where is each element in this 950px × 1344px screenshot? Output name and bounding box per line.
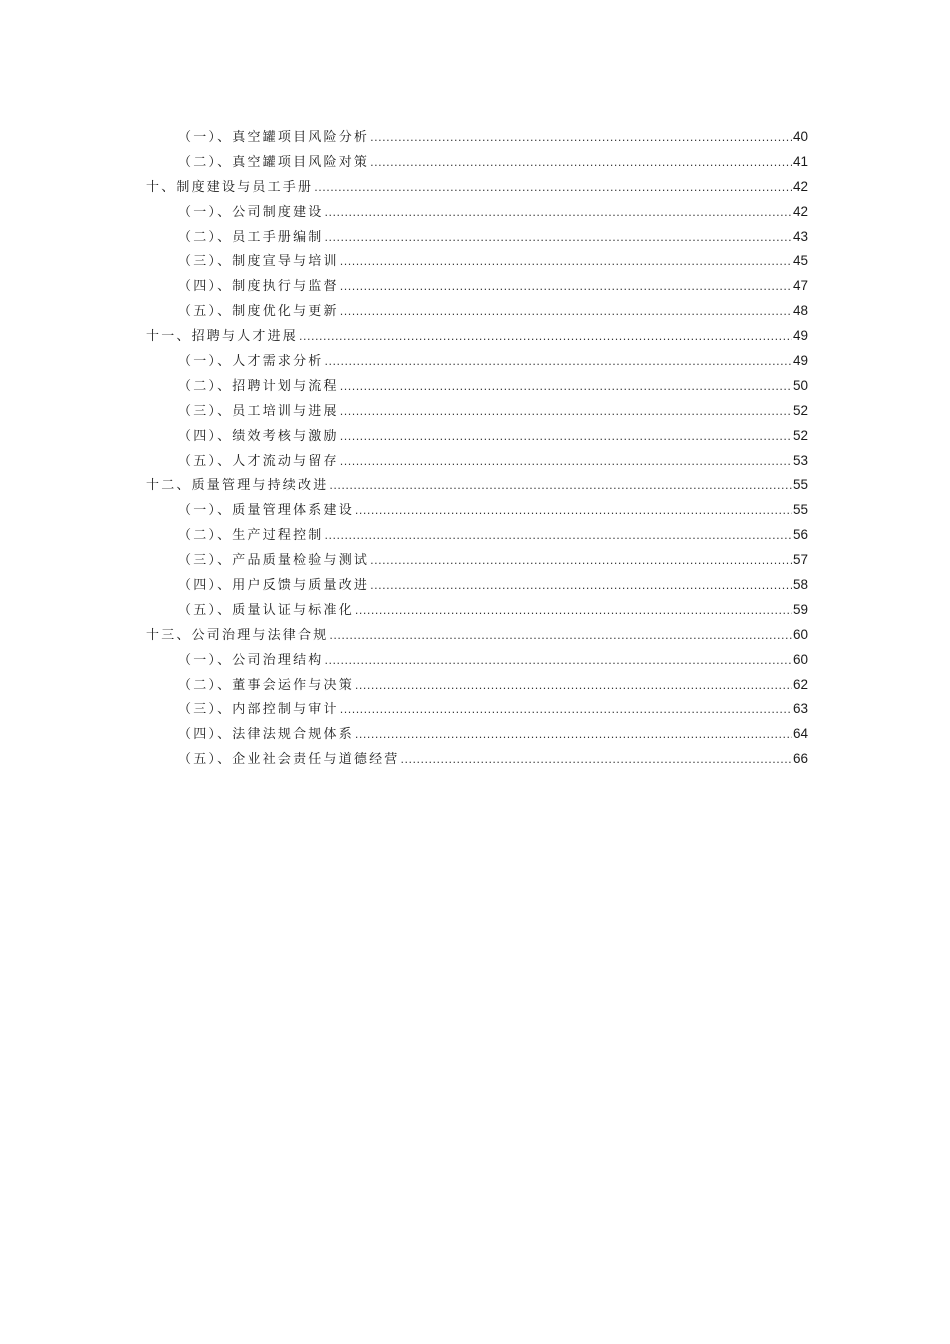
toc-entry-page: 60 — [792, 651, 808, 667]
toc-entry-page: 58 — [792, 577, 808, 593]
toc-entry[interactable] — [146, 374, 808, 399]
toc-entry-title: （一）、人才需求分析 — [178, 354, 324, 370]
toc-dot-leader — [340, 698, 792, 723]
toc-dot-leader — [340, 400, 792, 425]
toc-entry-page: 55 — [792, 477, 808, 493]
toc-entry-title: （五）、人才流动与留存 — [178, 453, 339, 469]
toc-entry-title: （二）、真空罐项目风险对策 — [178, 154, 370, 170]
toc-entry-page: 62 — [792, 676, 808, 692]
toc-dot-leader — [329, 624, 792, 649]
toc-entry[interactable] — [146, 449, 808, 474]
toc-entry-page: 52 — [792, 427, 808, 443]
toc-entry-page: 66 — [792, 751, 808, 767]
toc-entry[interactable] — [146, 399, 808, 424]
toc-entry[interactable] — [146, 200, 808, 225]
toc-entry-page: 43 — [792, 228, 808, 244]
toc-chapter-entry[interactable] — [146, 175, 808, 200]
toc-entry-page: 45 — [792, 253, 808, 269]
toc-entry-page: 47 — [792, 278, 808, 294]
toc-entry[interactable] — [146, 673, 808, 698]
toc-entry[interactable] — [146, 648, 808, 673]
toc-entry-page: 42 — [792, 178, 808, 194]
toc-dot-leader — [401, 748, 792, 773]
toc-dot-leader — [370, 574, 792, 599]
toc-entry-title: （二）、生产过程控制 — [178, 528, 324, 544]
toc-entry-page: 40 — [792, 129, 808, 144]
toc-entry[interactable] — [146, 722, 808, 747]
toc-entry-title: （五）、质量认证与标准化 — [178, 602, 354, 618]
toc-entry-title: （一）、公司治理结构 — [178, 652, 324, 668]
toc-entry-title: （五）、制度优化与更新 — [178, 304, 339, 320]
toc-dot-leader — [329, 474, 792, 499]
toc-entry-title: （三）、制度宣导与培训 — [178, 254, 339, 270]
toc-entry-title: 十二、质量管理与持续改进 — [146, 478, 329, 494]
toc-entry-title: （一）、质量管理体系建设 — [178, 503, 354, 519]
toc-entry-page: 60 — [792, 626, 808, 642]
toc-entry-title: （三）、内部控制与审计 — [178, 702, 339, 718]
toc-entry[interactable] — [146, 299, 808, 324]
toc-dot-leader — [355, 499, 792, 524]
toc-entry-page: 64 — [792, 726, 808, 742]
toc-entry-page: 42 — [792, 203, 808, 219]
toc-entry-page: 53 — [792, 452, 808, 468]
toc-entry-title: （二）、员工手册编制 — [178, 229, 324, 245]
toc-dot-leader — [325, 649, 792, 674]
toc-entry-title: （三）、产品质量检验与测试 — [178, 553, 370, 569]
toc-dot-leader — [355, 674, 792, 699]
toc-entry[interactable] — [146, 125, 808, 150]
toc-entry[interactable] — [146, 249, 808, 274]
toc-entry[interactable] — [146, 424, 808, 449]
toc-dot-leader — [370, 126, 792, 151]
toc-dot-leader — [299, 325, 792, 350]
toc-dot-leader — [340, 300, 792, 325]
toc-dot-leader — [355, 723, 792, 748]
toc-entry-title: （三）、员工培训与进展 — [178, 403, 339, 419]
table-of-contents — [146, 125, 808, 772]
toc-entry[interactable] — [146, 523, 808, 548]
toc-entry[interactable] — [146, 598, 808, 623]
toc-entry-page: 63 — [792, 701, 808, 717]
toc-entry[interactable] — [146, 225, 808, 250]
toc-entry-page: 49 — [792, 353, 808, 369]
toc-entry-title: （四）、用户反馈与质量改进 — [178, 578, 370, 594]
toc-chapter-entry[interactable] — [146, 473, 808, 498]
toc-entry-page: 49 — [792, 328, 808, 344]
toc-dot-leader — [340, 375, 792, 400]
toc-dot-leader — [340, 425, 792, 450]
toc-dot-leader — [340, 275, 792, 300]
toc-entry-title: （四）、制度执行与监督 — [178, 279, 339, 295]
toc-chapter-entry[interactable] — [146, 623, 808, 648]
toc-entry-title: （四）、绩效考核与激励 — [178, 428, 339, 444]
toc-dot-leader — [325, 350, 792, 375]
toc-entry-page: 41 — [792, 153, 808, 169]
toc-chapter-entry[interactable] — [146, 324, 808, 349]
toc-dot-leader — [325, 226, 792, 251]
toc-entry[interactable] — [146, 573, 808, 598]
toc-dot-leader — [325, 201, 792, 226]
toc-entry-title: （二）、招聘计划与流程 — [178, 378, 339, 394]
toc-entry-title: 十一、招聘与人才进展 — [146, 329, 299, 345]
toc-entry-title: （四）、法律法规合规体系 — [178, 727, 354, 743]
toc-entry-page: 48 — [792, 303, 808, 319]
toc-dot-leader — [314, 176, 792, 201]
toc-entry-title: （五）、企业社会责任与道德经营 — [178, 752, 400, 768]
toc-entry-title: （二）、董事会运作与决策 — [178, 677, 354, 693]
toc-entry-page: 56 — [792, 527, 808, 543]
toc-dot-leader — [340, 450, 792, 475]
toc-dot-leader — [340, 250, 792, 275]
toc-entry-title: （一）、公司制度建设 — [178, 204, 324, 220]
toc-entry-page: 50 — [792, 377, 808, 393]
toc-entry-page: 52 — [792, 402, 808, 418]
toc-entry-page: 55 — [792, 502, 808, 518]
toc-entry[interactable] — [146, 349, 808, 374]
toc-entry[interactable] — [146, 697, 808, 722]
toc-dot-leader — [370, 549, 792, 574]
toc-entry-title: （一）、真空罐项目风险分析 — [178, 130, 370, 145]
toc-dot-leader — [370, 151, 792, 176]
toc-entry[interactable] — [146, 274, 808, 299]
toc-entry[interactable] — [146, 150, 808, 175]
toc-dot-leader — [325, 524, 792, 549]
toc-entry-title: 十三、公司治理与法律合规 — [146, 627, 329, 643]
toc-entry-title: 十、制度建设与员工手册 — [146, 179, 314, 195]
toc-entry-page: 59 — [792, 601, 808, 617]
toc-entry[interactable] — [146, 498, 808, 523]
toc-dot-leader — [355, 599, 792, 624]
toc-entry-page: 57 — [792, 552, 808, 568]
toc-entry[interactable] — [146, 548, 808, 573]
toc-entry[interactable] — [146, 747, 808, 772]
